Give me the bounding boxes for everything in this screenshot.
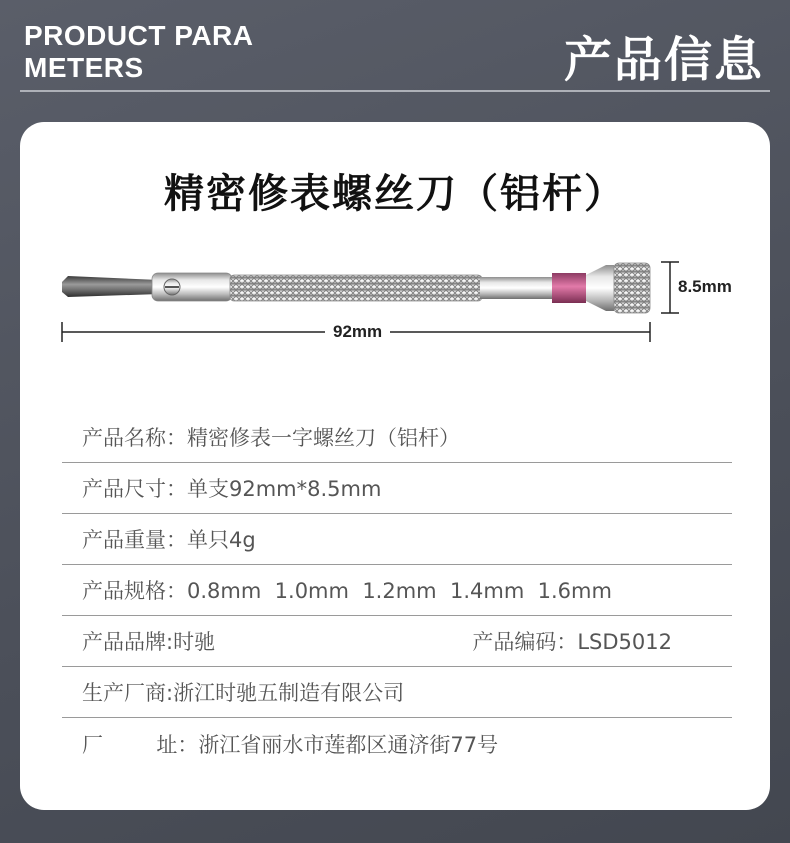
- screwdriver-illustration: [20, 122, 770, 362]
- spec-row-manufacturer: [62, 667, 732, 718]
- spec-code-text: 产品编码：LSD5012: [472, 630, 672, 654]
- product-card: [20, 122, 770, 810]
- spec-brand-text: 产品品牌:时驰: [82, 630, 216, 654]
- header-title-en-line1: PRODUCT PARA: [24, 20, 254, 51]
- spec-weight-text: 产品重量：单只4g: [82, 528, 256, 552]
- screwdriver-cap: [586, 263, 650, 313]
- screwdriver-color-band: [552, 273, 586, 303]
- header-title-cn: 产品信息: [563, 32, 764, 88]
- spec-row-weight: [62, 514, 732, 565]
- header-title-en-line2: METERS: [24, 52, 144, 83]
- spec-row-brand-code: [62, 616, 732, 667]
- spec-row-models: [62, 565, 732, 616]
- spec-manufacturer-text: 生产厂商:浙江时驰五制造有限公司: [82, 681, 405, 705]
- spec-list: [62, 412, 732, 769]
- length-label: 92mm: [325, 322, 390, 342]
- diameter-label: 8.5mm: [678, 277, 732, 296]
- header-divider: [20, 90, 770, 92]
- screwdriver-collet: [152, 273, 232, 301]
- height-dimension-line: [661, 262, 679, 313]
- screwdriver-handle: [230, 275, 554, 301]
- spec-row-address: [62, 718, 732, 769]
- spec-size-text: 产品尺寸：单支92mm*8.5mm: [82, 477, 382, 501]
- spec-name-text: 产品名称：精密修表一字螺丝刀（铝杆）: [82, 426, 460, 450]
- spec-row-size: [62, 463, 732, 514]
- header-title-en: [24, 20, 253, 84]
- screwdriver-blade: [62, 276, 160, 297]
- spec-address-text: 厂 址：浙江省丽水市莲都区通济街77号: [82, 732, 499, 757]
- spec-models-text: 产品规格：0.8mm 1.0mm 1.2mm 1.4mm 1.6mm: [82, 579, 612, 603]
- product-title: 精密修表螺丝刀（铝杆）: [164, 171, 626, 217]
- spec-row-name: [62, 412, 732, 463]
